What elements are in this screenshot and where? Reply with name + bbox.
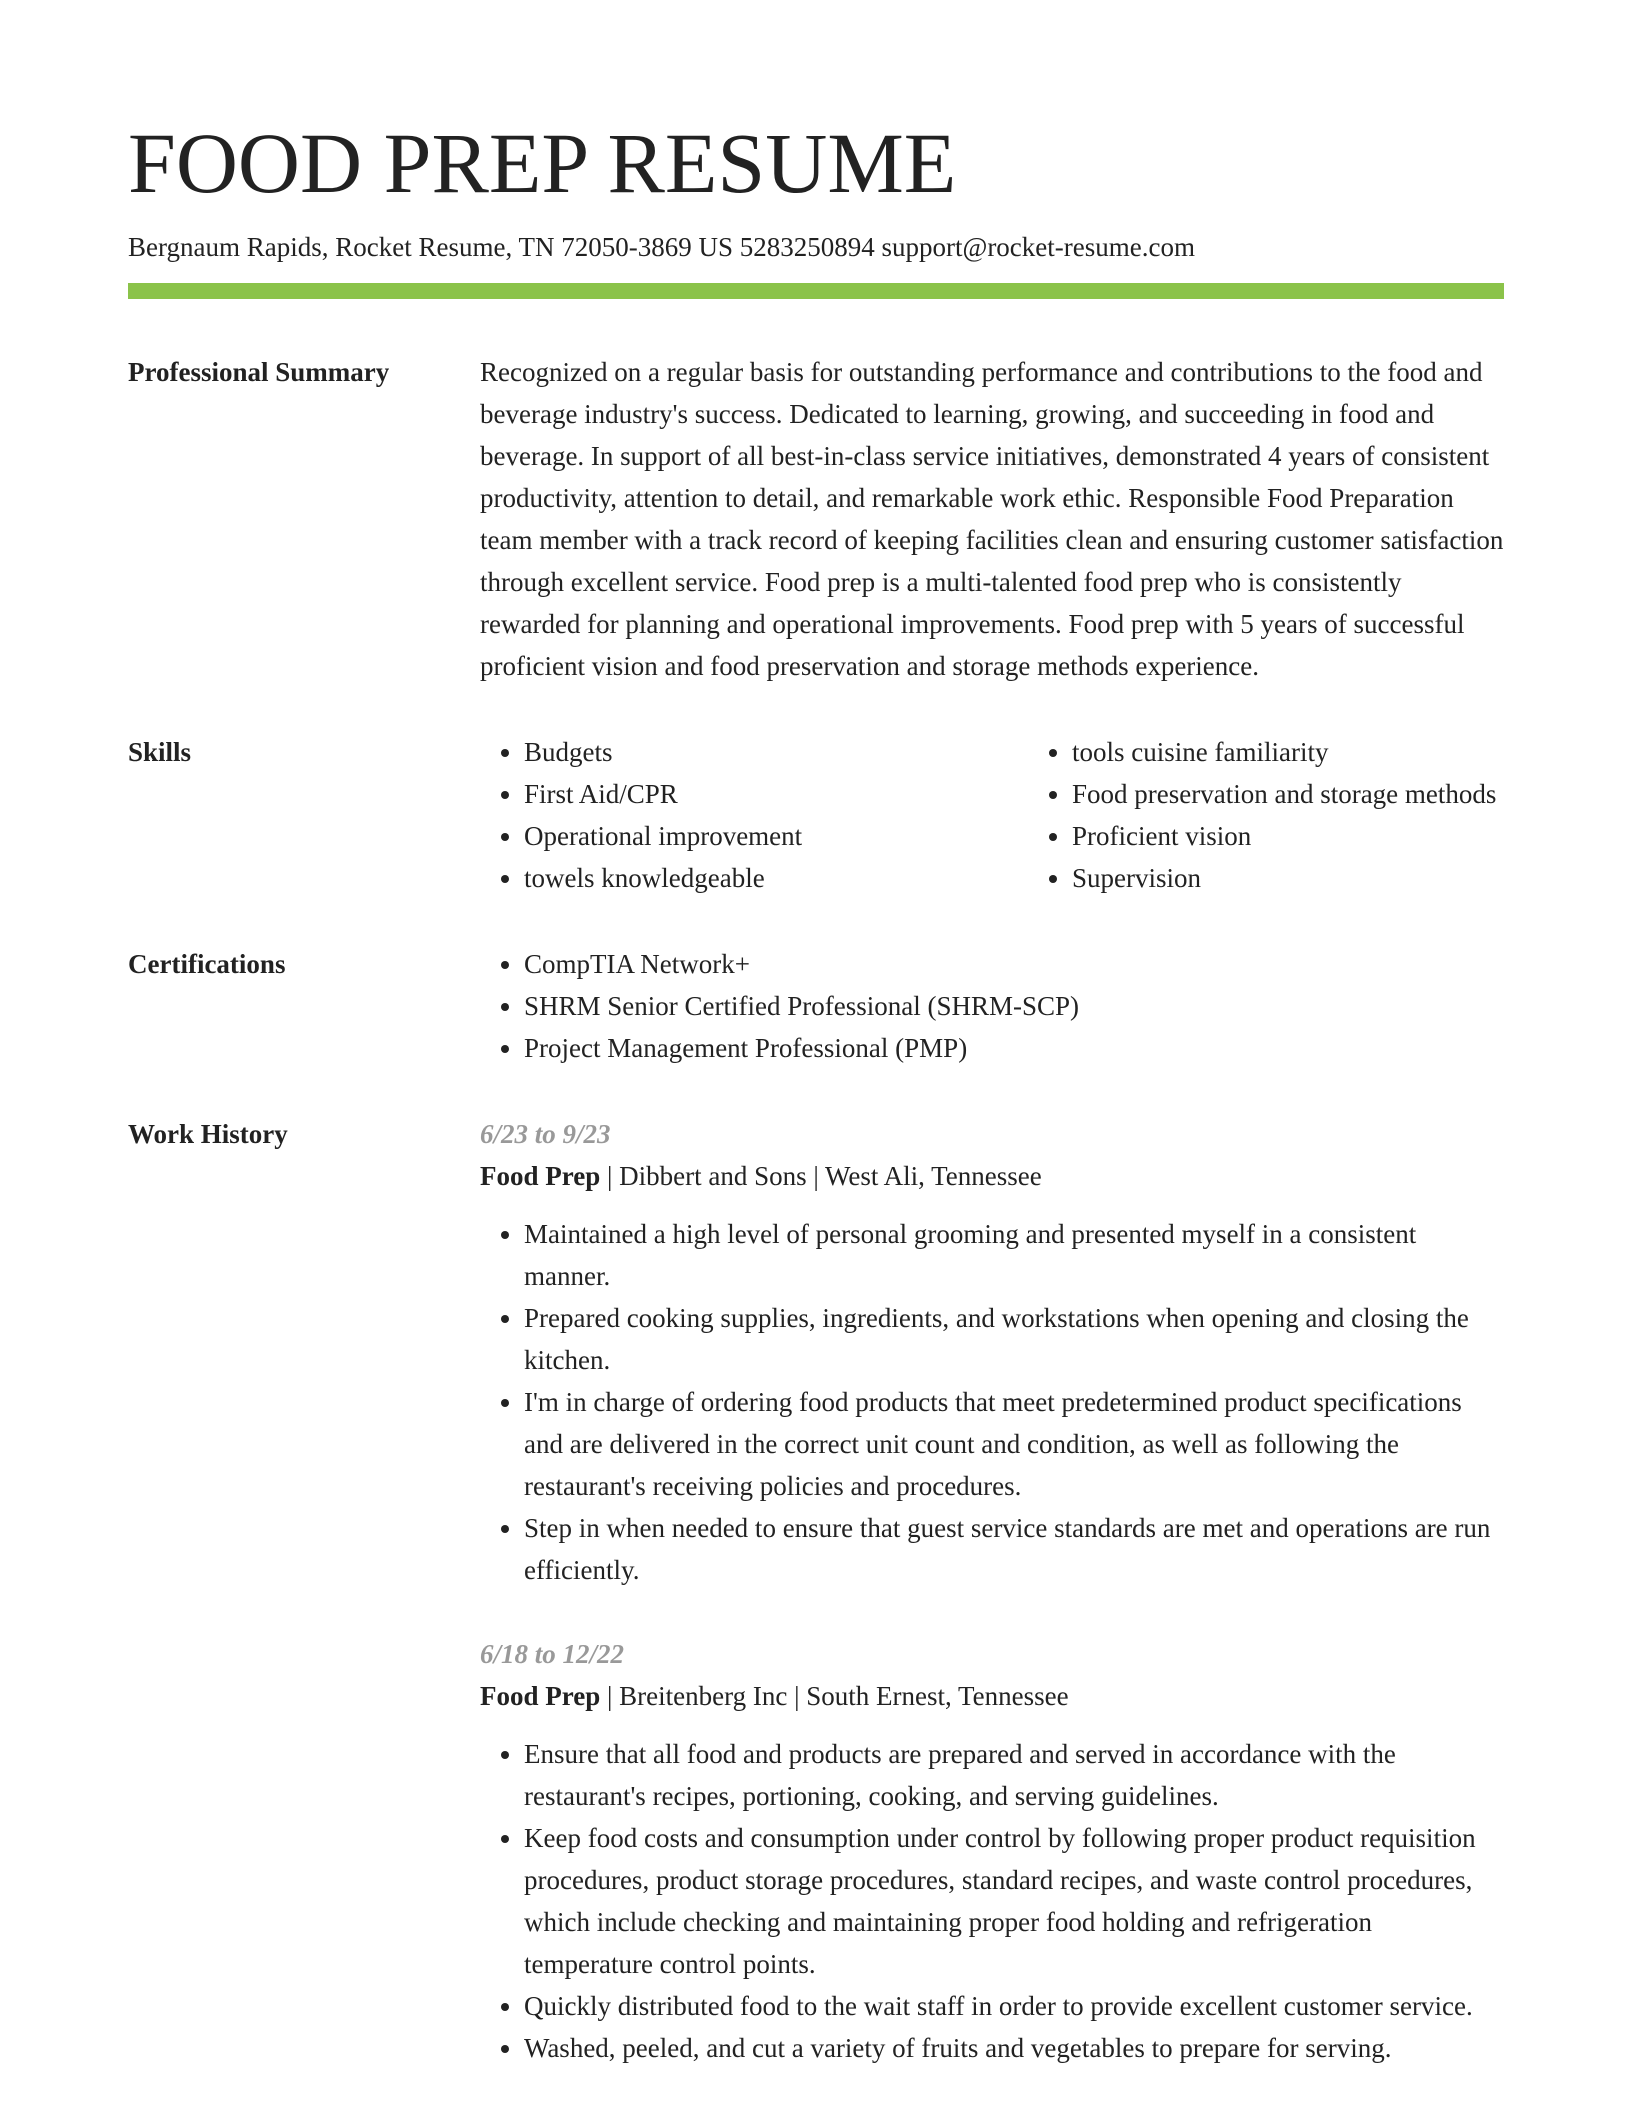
skill-item: • Food preservation and storage methods — [1072, 773, 1576, 815]
certification-item: • Project Management Professional (PMP) — [524, 1027, 1504, 1069]
skills-grid — [480, 731, 1504, 899]
job-title: Food Prep — [480, 1681, 601, 1712]
job-entry — [480, 1113, 1504, 1591]
summary-body — [480, 351, 1504, 687]
skill-item: • First Aid/CPR — [524, 773, 1028, 815]
job-bullets — [480, 1733, 1504, 2069]
work-history-section — [128, 1113, 1504, 2069]
job-bullet: • I'm in charge of ordering food products that meet predetermined product specifications and are delivered in the correct unit count and condition, as well as following the restaurant's receiving policies and procedures. — [524, 1381, 1504, 1507]
skills-body — [480, 731, 1504, 899]
job-dates: 6/18 to 12/22 — [480, 1639, 625, 1670]
job-bullet: • Prepared cooking supplies, ingredients, and workstations when opening and closing the kitchen. — [524, 1297, 1504, 1381]
resume-title: FOOD PREP RESUME — [128, 115, 957, 211]
skill-item: • Budgets — [524, 731, 1028, 773]
job-bullet: • Maintained a high level of personal grooming and presented myself in a consistent manner. — [524, 1213, 1504, 1297]
job-dates: 6/23 to 9/23 — [480, 1119, 611, 1150]
job-details: | Dibbert and Sons | West Ali, Tennessee — [600, 1161, 1042, 1192]
section-title-summary: Professional Summary — [128, 357, 390, 388]
summary-text: Recognized on a regular basis for outstanding performance and contributions to the food and beverage industry's success. Dedicated to learning, growing, and succeeding in food and beverage. In support of all best-in-class service initiatives, demonstrated 4 years of consistent productivity, attention to detail, and remarkable work ethic. Responsible Food Preparation team member with a track record of keeping facilities clean and ensuring customer satisfaction through excellent service. Food prep is a multi-talented food prep who is consistently rewarded for planning and operational improvements. Food prep with 5 years of successful proficient vision and food preservation and storage methods experience. — [480, 357, 1504, 682]
skills-list-left — [480, 731, 1028, 899]
job-bullet: • Washed, peeled, and cut a variety of fruits and vegetables to prepare for serving. — [524, 2027, 1504, 2069]
job-heading — [480, 1155, 1504, 1197]
skills-list-right — [1028, 731, 1576, 899]
summary-section — [128, 351, 1504, 687]
certifications-list — [480, 943, 1504, 1069]
contact-line: Bergnaum Rapids, Rocket Resume, TN 72050-3869 US 5283250894 support@rocket-resume.com — [128, 232, 1195, 263]
section-title-skills: Skills — [128, 737, 192, 768]
job-details: | Breitenberg Inc | South Ernest, Tennessee — [600, 1681, 1069, 1712]
job-title: Food Prep — [480, 1161, 601, 1192]
job-bullet: • Quickly distributed food to the wait staff in order to provide excellent customer service. — [524, 1985, 1504, 2027]
certifications-body — [480, 943, 1504, 1069]
certification-item: • SHRM Senior Certified Professional (SHRM-SCP) — [524, 985, 1504, 1027]
skills-section — [128, 731, 1504, 899]
job-bullets — [480, 1213, 1504, 1591]
job-bullet: • Step in when needed to ensure that guest service standards are met and operations are run efficiently. — [524, 1507, 1504, 1591]
skill-item: • towels knowledgeable — [524, 857, 1028, 899]
skill-item: • Supervision — [1072, 857, 1576, 899]
certifications-section — [128, 943, 1504, 1069]
skill-item: • Operational improvement — [524, 815, 1028, 857]
section-title-work-history: Work History — [128, 1119, 288, 1150]
skill-item: • Proficient vision — [1072, 815, 1576, 857]
job-bullet: • Keep food costs and consumption under control by following proper product requisition procedures, product storage procedures, standard recipes, and waste control procedures, which include checking and maintaining proper food holding and refrigeration temperature control points. — [524, 1817, 1504, 1985]
accent-divider — [128, 283, 1504, 299]
certification-item: • CompTIA Network+ — [524, 943, 1504, 985]
skill-item: • tools cuisine familiarity — [1072, 731, 1576, 773]
job-entry — [480, 1633, 1504, 2069]
section-title-certifications: Certifications — [128, 949, 286, 980]
work-history-body — [480, 1113, 1504, 2069]
job-bullet: • Ensure that all food and products are prepared and served in accordance with the restaurant's recipes, portioning, cooking, and serving guidelines. — [524, 1733, 1504, 1817]
job-heading — [480, 1675, 1504, 1717]
